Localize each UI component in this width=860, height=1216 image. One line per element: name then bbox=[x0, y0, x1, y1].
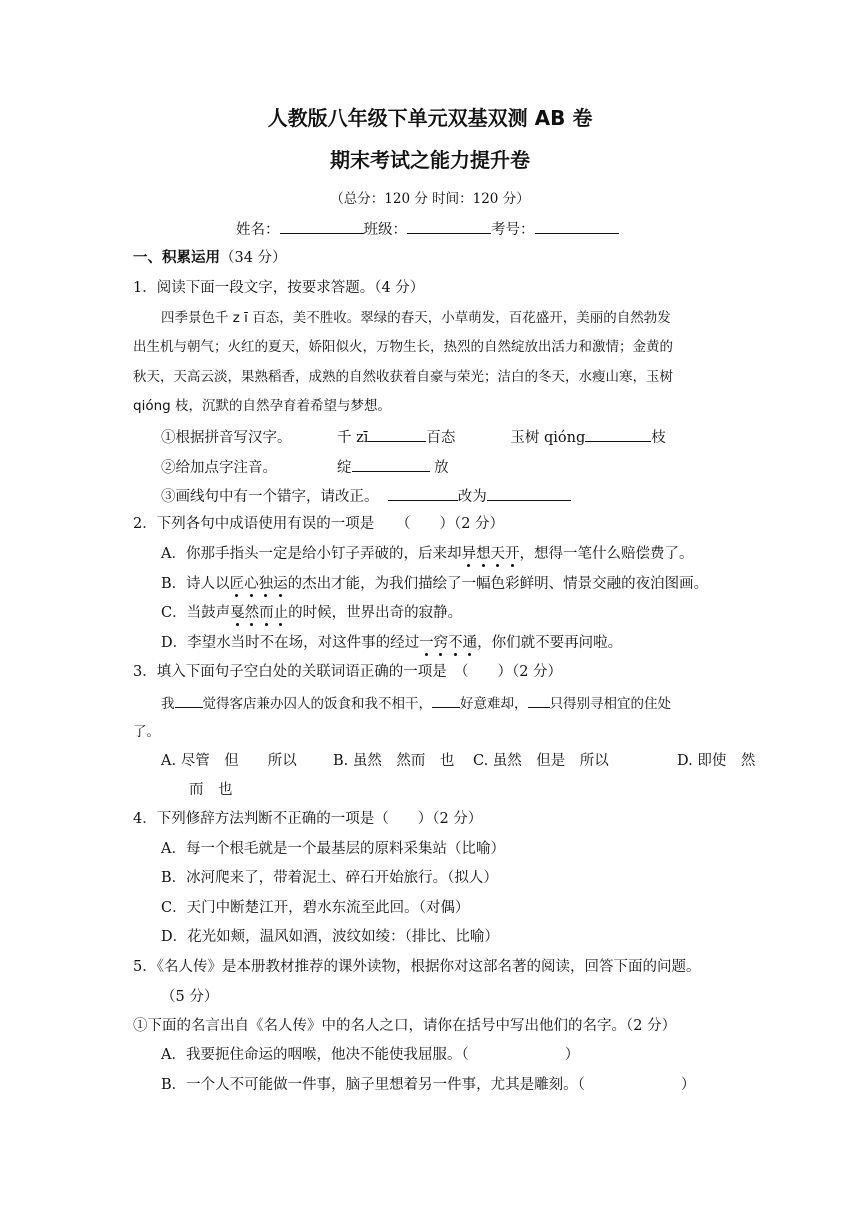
q1-task1-a-blank[interactable] bbox=[368, 427, 426, 442]
q1-task3-blank-a[interactable] bbox=[388, 486, 458, 501]
q4-option-c: C．天门中断楚江开，碧水东流至此回。（对偶） bbox=[161, 900, 470, 916]
q3-sentence bbox=[161, 693, 671, 713]
q3-sentence-part: 只得别寻相宜的住处 bbox=[549, 696, 671, 712]
q2-dotted-idiom bbox=[230, 576, 288, 592]
q1-passage-line: 秋天，天高云淡，果熟稻香，成熟的自然收获着自豪与荣光；洁白的冬天，水瘦山寒，玉树 bbox=[133, 369, 673, 385]
q2-option-text: B．诗人以 bbox=[161, 576, 230, 592]
q2-option-text: 的杰出才能，为我们描绘了一幅色彩鲜明、情景交融的夜泊图画。 bbox=[287, 576, 709, 592]
q1-task2-char: 绽 bbox=[337, 460, 352, 476]
q1-task3-label: ③画线句中有一个错字，请改正。 bbox=[161, 489, 379, 505]
q2-option-b bbox=[161, 575, 708, 593]
q3-blank-3[interactable] bbox=[528, 693, 550, 708]
q5-option-a-close: ） bbox=[564, 1047, 580, 1063]
q3-option-a: A. 尽管 但 所以 bbox=[161, 753, 297, 769]
emphasis-dot: 止 bbox=[273, 605, 289, 621]
q2-option-text: A．你那手指头一定是给小钉子弄破的，后来却 bbox=[161, 546, 462, 562]
q1-passage-line: qióng 枝，沉默的自然孕育着希望与梦想。 bbox=[133, 398, 391, 414]
q5-option-b-text: B．一个人不可能做一件事，脑子里想着另一件事，尤其是雕刻。（ bbox=[161, 1077, 585, 1093]
q2-option-c bbox=[161, 604, 462, 622]
class-label: 班级： bbox=[363, 222, 407, 238]
id-label: 考号： bbox=[491, 222, 535, 238]
q4-option-a: A．每一个根毛就是一个最基层的原料采集站（比喻） bbox=[161, 841, 505, 857]
emphasis-dot: 运 bbox=[273, 576, 288, 592]
exam-subtitle: 期末考试之能力提升卷 bbox=[330, 148, 530, 172]
q4-option-b: B．冰河爬来了，带着泥土、碎石开始旅行。（拟人） bbox=[161, 870, 498, 886]
q4-prompt: 4．下列修辞方法判断不正确的一项是（ ）（2 分） bbox=[133, 811, 483, 827]
q3-sentence-part: 我 bbox=[161, 696, 175, 712]
q1-task3-blank-b[interactable] bbox=[487, 486, 571, 501]
q3-option-b: B. 虽然 然而 也 bbox=[333, 753, 455, 769]
q1-task1-b-suffix: 枝 bbox=[651, 430, 666, 446]
section-score: （34 分） bbox=[220, 250, 287, 266]
q3-option-c: C. 虽然 但是 所以 bbox=[473, 753, 609, 769]
q5-score: （5 分） bbox=[161, 989, 219, 1005]
q1-task2-blank[interactable] bbox=[352, 457, 430, 472]
emphasis-dot: 而 bbox=[259, 605, 274, 621]
q1-task1-label: ①根据拼音写汉字。 bbox=[161, 430, 292, 446]
q1-task3-mid: 改为 bbox=[457, 489, 487, 505]
q1-task2-label: ②给加点字注音。 bbox=[161, 460, 277, 476]
q2-dotted-idiom bbox=[419, 635, 477, 651]
q1-task1-a-suffix: 百态 bbox=[426, 430, 456, 446]
emphasis-dot: 一 bbox=[419, 635, 434, 651]
emphasis-dot: 不 bbox=[448, 635, 463, 651]
q2-option-text: C．当鼓声 bbox=[161, 605, 231, 621]
q1-prompt: 1．阅读下面一段文字，按要求答题。（4 分） bbox=[133, 280, 425, 296]
q5-prompt: 5．《名人传》是本册教材推荐的课外读物，根据你对这部名著的阅读，回答下面的问题。 bbox=[133, 959, 701, 975]
q5-sub1: ①下面的名言出自《名人传》中的名人之口，请你在括号中写出他们的名字。（2 分） bbox=[133, 1018, 677, 1034]
q5-option-a bbox=[161, 1046, 579, 1064]
name-label: 姓名： bbox=[236, 222, 280, 238]
q1-task3 bbox=[161, 486, 571, 506]
q2-dotted-idiom bbox=[461, 546, 519, 562]
emphasis-dot: 想 bbox=[475, 546, 491, 562]
emphasis-dot: 通 bbox=[462, 635, 478, 651]
q3-option-d-cont: 而 也 bbox=[189, 782, 233, 798]
class-field[interactable] bbox=[407, 219, 491, 234]
q2-option-a bbox=[161, 545, 693, 563]
q3-sentence-part: 觉得客店兼办囚人的饭食和我不相干， bbox=[202, 696, 432, 712]
emphasis-dot: 天 bbox=[490, 546, 505, 562]
q4-option-d: D．花光如颊，温风如酒，波纹如绫：（排比、比喻） bbox=[161, 929, 499, 945]
q3-blank-2[interactable] bbox=[432, 693, 460, 708]
q1-passage-line: 四季景色千 z ī 百态，美不胜收。翠绿的春天，小草萌发，百花盛开，美丽的自然勃发 bbox=[161, 310, 671, 326]
q5-option-b bbox=[161, 1076, 695, 1094]
q1-passage-line: 出生机与朝气；火红的夏天，娇阳似火，万物生长，热烈的自然绽放出活力和激情；金黄的 bbox=[133, 339, 673, 355]
emphasis-dot: 窍 bbox=[433, 635, 449, 651]
section-title: 一、积累运用 bbox=[133, 250, 220, 266]
q1-task2-suffix: 放 bbox=[434, 460, 449, 476]
q1-task1-a-prefix: 千 zī bbox=[337, 430, 369, 446]
q1-task1-b-blank[interactable] bbox=[585, 427, 651, 442]
q2-option-text: D．李望水当时不在场，对这件事的经过 bbox=[161, 635, 420, 651]
q1-task2 bbox=[161, 457, 449, 477]
name-field[interactable] bbox=[280, 219, 364, 234]
q3-sentence-end: 了。 bbox=[133, 724, 160, 740]
q5-option-b-close: ） bbox=[680, 1077, 696, 1093]
q3-prompt: 3．填入下面句子空白处的关联词语正确的一项是 （ ）（2 分） bbox=[133, 664, 563, 680]
q3-sentence-part: 好意难却， bbox=[460, 696, 528, 712]
q3-blank-1[interactable] bbox=[175, 693, 203, 708]
id-field[interactable] bbox=[535, 219, 619, 234]
q2-dotted-idiom bbox=[230, 605, 288, 621]
emphasis-dot: 独 bbox=[258, 576, 274, 592]
q3-options bbox=[161, 752, 755, 770]
emphasis-dot: 开 bbox=[504, 546, 520, 562]
q2-prompt: 2．下列各句中成语使用有误的一项是 （ ）（2 分） bbox=[133, 516, 505, 532]
q1-task1 bbox=[161, 427, 666, 447]
q1-task1-b-prefix: 玉树 qióng bbox=[510, 430, 586, 446]
q3-option-d: D. 即使 然 bbox=[677, 753, 756, 769]
exam-title: 人教版八年级下单元双基双测 AB 卷 bbox=[267, 106, 593, 130]
q2-option-d bbox=[161, 634, 622, 652]
student-info-row bbox=[236, 219, 619, 239]
emphasis-dot: 然 bbox=[244, 605, 260, 621]
q5-option-a-text: A．我要扼住命运的咽喉，他决不能使我屈服。（ bbox=[161, 1047, 469, 1063]
emphasis-dot: 匠 bbox=[229, 576, 245, 592]
q2-option-text: ，想得一笔什么赔偿费了。 bbox=[519, 546, 694, 562]
q2-option-text: 的时候，世界出奇的寂静。 bbox=[288, 605, 463, 621]
emphasis-dot: 异 bbox=[461, 546, 476, 562]
emphasis-dot: 心 bbox=[244, 576, 259, 592]
q2-option-text: ，你们就不要再问啦。 bbox=[477, 635, 623, 651]
score-time: （总分：120 分 时间：120 分） bbox=[330, 191, 530, 207]
section-heading bbox=[133, 249, 287, 267]
emphasis-dot: 戛 bbox=[230, 605, 245, 621]
